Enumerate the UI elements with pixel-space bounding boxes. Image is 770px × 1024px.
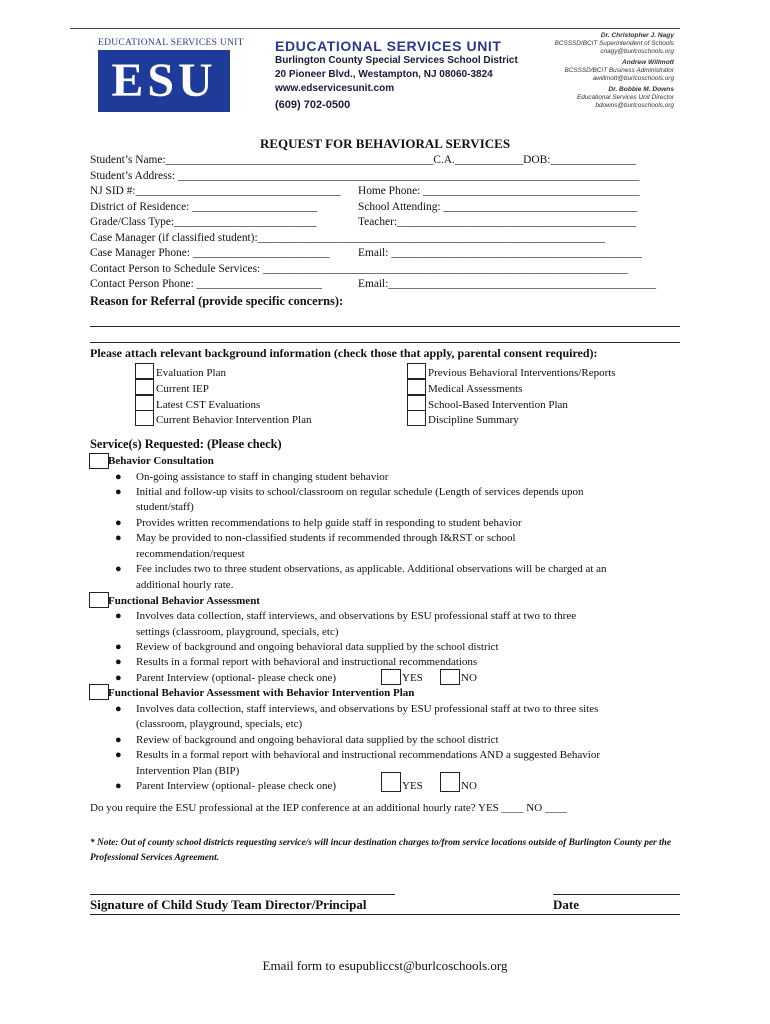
org-district: Burlington County Special Services School District (275, 55, 518, 66)
form-title: REQUEST FOR BEHAVIORAL SERVICES (259, 136, 511, 151)
organization-block (275, 38, 525, 111)
background-checkbox-row[interactable] (135, 379, 209, 395)
logo-caption: EDUCATIONAL SERVICES UNIT (98, 38, 244, 48)
bullet-icon: ● (115, 780, 122, 792)
background-heading: Please attach relevant background information (check those that apply, parental consent required): (90, 346, 598, 360)
bullet-text: Intervention Plan (BIP) (136, 765, 240, 777)
staff-name: Dr. Bobbie M. Downs (608, 86, 674, 93)
services-heading: Service(s) Requested: (Please check) (90, 437, 282, 451)
org-name: EDUCATIONAL SERVICES UNIT (275, 38, 502, 54)
bullet-text: Review of background and ongoing behavioral data supplied by the school district (136, 641, 499, 653)
bullet-text: settings (classroom, playground, specials, etc) (136, 626, 339, 638)
home-phone-field[interactable]: Home Phone: ______________________________________ (358, 185, 640, 197)
nj-sid-field[interactable]: NJ SID #:____________________________________ (90, 185, 341, 197)
staff-email: cnagy@burlcoschools.org (600, 48, 674, 55)
school-attending-field[interactable]: School Attending: __________________________________ (358, 201, 638, 213)
bullet-icon: ● (115, 672, 122, 684)
consultation-checkbox[interactable] (89, 453, 109, 469)
bullet-icon: ● (115, 749, 122, 761)
fba-bip-title: Functional Behavior Assessment with Behavior Intervention Plan (108, 687, 415, 699)
bullet-text: Initial and follow-up visits to school/classroom on regular schedule (Length of services depends upon (136, 486, 584, 498)
yes-label: YES (402, 672, 423, 684)
checkbox-label: Current Behavior Intervention Plan (156, 414, 312, 426)
teacher-field[interactable]: Teacher:__________________________________________ (358, 216, 637, 228)
iep-question[interactable]: Do you require the ESU professional at the IEP conference at an additional hourly rate? YES ____ NO ____ (90, 802, 567, 814)
referral-line[interactable] (90, 326, 680, 327)
checkbox-label: Latest CST Evaluations (156, 399, 261, 411)
contact-phone-field[interactable]: Contact Person Phone: ______________________ (90, 278, 322, 290)
out-of-county-note: * Note: Out of county school districts requesting service/s will incur destination charges to/from service locations outside of Burlington County per the Professional Services Agreement. (90, 838, 672, 863)
staff-list (532, 32, 674, 110)
bullet-text: student/staff) (136, 501, 194, 513)
background-checkbox-row[interactable] (135, 410, 312, 426)
checkbox-label: School-Based Intervention Plan (428, 399, 568, 411)
background-checkbox-row[interactable] (135, 363, 226, 379)
referral-heading: Reason for Referral (provide specific concerns): (90, 294, 344, 308)
bullet-icon: ● (115, 703, 122, 715)
staff-title: Educational Services Unit Director (577, 94, 674, 101)
district-field[interactable]: District of Residence: ______________________ (90, 201, 318, 213)
checkbox-label: Current IEP (156, 383, 209, 395)
yes-label: YES (402, 780, 423, 792)
contact-person-field[interactable]: Contact Person to Schedule Services: ________________________________________________________________ (90, 263, 628, 275)
checkbox-label: Discipline Summary (428, 414, 519, 426)
checkbox-label: Evaluation Plan (156, 367, 226, 379)
bullet-text: Review of background and ongoing behavioral data supplied by the school district (136, 734, 499, 746)
org-address: 20 Pioneer Blvd., Westampton, NJ 08060-3824 (275, 69, 493, 80)
staff-title: BCSSSD/BCIT Superintendent of Schools (554, 40, 674, 47)
esu-logo (98, 38, 244, 114)
staff-title: BCSSSD/BCIT Business Administrator (564, 67, 674, 74)
bullet-icon: ● (115, 656, 122, 668)
date-label: Date (553, 897, 579, 912)
fba-parent-yes-checkbox[interactable] (381, 669, 401, 685)
header-top-rule (70, 28, 680, 29)
no-label: NO (461, 672, 477, 684)
bullet-icon: ● (115, 610, 122, 622)
grade-field[interactable]: Grade/Class Type:_________________________ (90, 216, 317, 228)
signature-line[interactable] (90, 894, 395, 895)
checkbox[interactable] (407, 379, 426, 395)
consultation-title: Behavior Consultation (108, 455, 214, 467)
checkbox[interactable] (135, 363, 154, 379)
bullet-text: recommendation/request (136, 548, 245, 560)
case-manager-field[interactable]: Case Manager (if classified student):_____________________________________________________________ (90, 232, 606, 244)
background-checkbox-row[interactable] (407, 410, 519, 426)
background-checkbox-row[interactable] (135, 395, 260, 411)
fba-bip-parent-no-checkbox[interactable] (440, 772, 460, 792)
fba-title: Functional Behavior Assessment (108, 595, 260, 607)
bullet-text: Involves data collection, staff interviews, and observations by ESU professional staff at two to three sites (136, 703, 599, 715)
bullet-icon: ● (115, 532, 122, 544)
staff-name: Andrew Willmott (622, 59, 674, 66)
bullet-icon: ● (115, 486, 122, 498)
case-manager-phone-field[interactable]: Case Manager Phone: ________________________ (90, 247, 330, 259)
fba-bip-parent-yes-checkbox[interactable] (381, 772, 401, 792)
bullet-text: On-going assistance to staff in changing student behavior (136, 471, 389, 483)
bullet-text: May be provided to non-classified students if recommended through I&RST or school (136, 532, 516, 544)
bullet-icon: ● (115, 517, 122, 529)
checkbox[interactable] (135, 379, 154, 395)
bullet-icon: ● (115, 563, 122, 575)
student-name-field[interactable]: Student’s Name:_______________________________________________C.A.____________DOB:_______________ (90, 154, 636, 166)
org-website: www.edservicesunit.com (275, 83, 395, 94)
referral-line[interactable] (90, 342, 680, 343)
signature-label: Signature of Child Study Team Director/Principal (90, 897, 367, 912)
bullet-text: Results in a formal report with behavioral and instructional recommendations (136, 656, 478, 668)
background-checkbox-row[interactable] (407, 379, 522, 395)
logo-letters: ESU (98, 50, 230, 112)
bullet-text: Involves data collection, staff interviews, and observations by ESU professional staff at two to three (136, 610, 577, 622)
date-line[interactable] (553, 894, 680, 895)
checkbox-label: Medical Assessments (428, 383, 523, 395)
bullet-text: additional hourly rate. (136, 579, 234, 591)
parent-interview-label: Parent Interview (optional- please check one) (136, 780, 337, 792)
student-address-field[interactable]: Student’s Address: _________________________________________________________________________________ (90, 170, 640, 182)
background-checkbox-row[interactable] (407, 395, 568, 411)
bullet-text: Results in a formal report with behavioral and instructional recommendations AND a suggested Behavior (136, 749, 601, 761)
checkbox[interactable] (135, 395, 154, 411)
bullet-icon: ● (115, 641, 122, 653)
checkbox[interactable] (407, 395, 426, 411)
email-instruction: Email form to esupubliccst@burlcoschools.org (262, 958, 508, 973)
bullet-icon: ● (115, 734, 122, 746)
staff-name: Dr. Christopher J. Nagy (600, 32, 674, 39)
staff-email: bdowns@burlcoschools.org (595, 102, 674, 109)
org-phone: (609) 702-0500 (275, 99, 351, 111)
checkbox[interactable] (407, 363, 426, 379)
no-label: NO (461, 780, 477, 792)
staff-email: awillmott@burlcoschools.org (592, 75, 674, 82)
background-checkbox-row[interactable] (407, 363, 616, 379)
checkbox-label: Previous Behavioral Interventions/Reports (428, 367, 616, 379)
fba-parent-no-checkbox[interactable] (440, 669, 460, 685)
bullet-icon: ● (115, 471, 122, 483)
parent-interview-label: Parent Interview (optional- please check one) (136, 672, 337, 684)
bullet-text: (classroom, playground, specials, etc) (136, 718, 303, 730)
contact-email-field[interactable]: Email:_______________________________________________ (358, 278, 657, 290)
bullet-text: Provides written recommendations to help guide staff in responding to student behavior (136, 517, 522, 529)
fba-bip-checkbox[interactable] (89, 684, 109, 700)
checkbox[interactable] (135, 410, 154, 426)
checkbox[interactable] (407, 410, 426, 426)
fba-checkbox[interactable] (89, 592, 109, 608)
signature-underline (90, 914, 680, 915)
bullet-text: Fee includes two to three student observations, as applicable. Additional observations will be charged at an (136, 563, 607, 575)
case-manager-email-field[interactable]: Email: ____________________________________________ (358, 247, 642, 259)
